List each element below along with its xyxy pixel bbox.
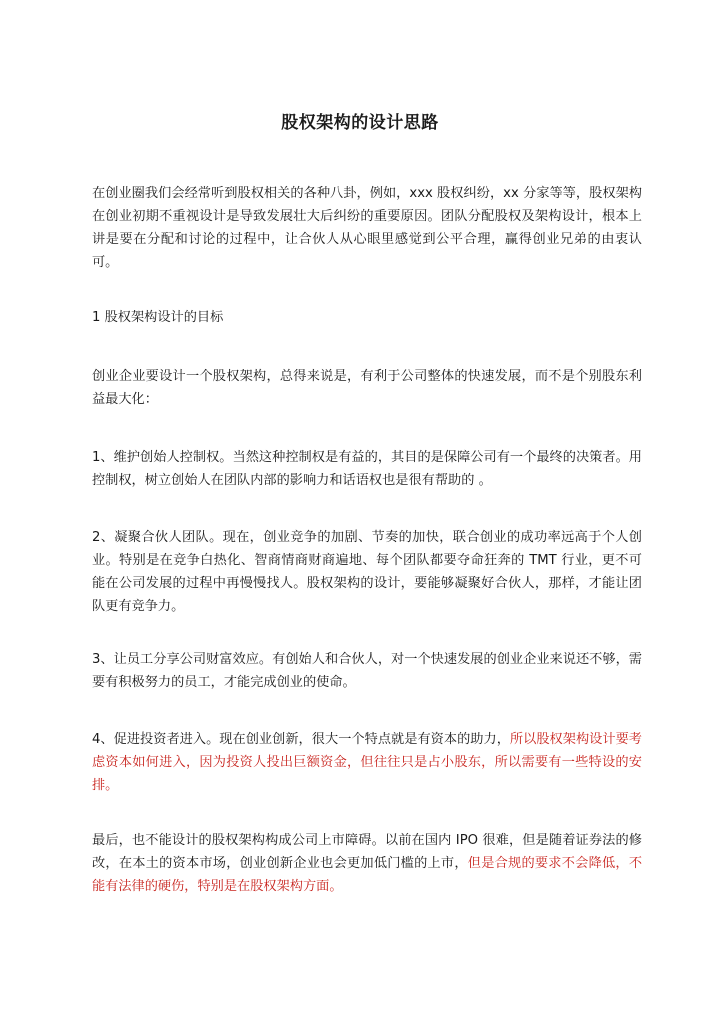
goal-item-4-highlight: 所以股权架构设计要考虑资本如何进入，因为投资人投出巨额资金，但往往只是占小股东，所以需要有一些特设的安排。 [92,732,642,793]
goal-item-2: 2、凝聚合伙人团队。现在，创业竞争的加剧、节奏的加快，联合创业的成功率远高于个人创业。特别是在竞争白热化、智商情商财商遍地、每个团队都要夺命狂奔的 TMT 行业，更不可能在公司发展的过程中再慢慢找人。股权架构的设计，要能够凝聚好合伙人，那样，才能让团队更有竞争力。 [92,530,642,614]
lead-paragraph: 创业企业要设计一个股权架构，总得来说是，有利于公司整体的快速发展，而不是个别股东利益最大化： [92,369,642,407]
closing-highlight: 但是合规的要求不会降低，不能有法律的硬伤，特别是在股权架构方面。 [92,856,643,894]
goal-item-4-text: 4、促进投资者进入。现在创业创新，很大一个特点就是有资本的助力， [92,732,510,747]
goal-item-3: 3、让员工分享公司财富效应。有创始人和合伙人，对一个快速发展的创业企业来说还不够，需要有积极努力的员工，才能完成创业的使命。 [92,652,642,690]
document-title: 股权架构的设计思路 [281,113,439,133]
intro-paragraph: 在创业圈我们会经常听到股权相关的各种八卦，例如，xxx 股权纠纷，xx 分家等等，股权架构在创业初期不重视设计是导致发展壮大后纠纷的重要原因。团队分配股权及架构设计，根本上讲是要在分配和讨论的过程中，让合伙人从心眼里感觉到公平合理，赢得创业兄弟的由衷认可。 [92,186,642,270]
goal-item-4 [92,728,642,797]
section-heading: 1 股权架构设计的目标 [92,310,224,325]
closing-text: 最后，也不能设计的股权架构构成公司上市障碍。以前在国内 IPO 很难，但是随着证券法的修改，在本土的资本市场，创业创新企业也会更加低门槛的上市， [92,833,642,871]
closing-paragraph [92,829,642,898]
goal-item-1: 1、维护创始人控制权。当然这种控制权是有益的，其目的是保障公司有一个最终的决策者。用控制权，树立创始人在团队内部的影响力和话语权也是很有帮助的 。 [92,450,642,488]
